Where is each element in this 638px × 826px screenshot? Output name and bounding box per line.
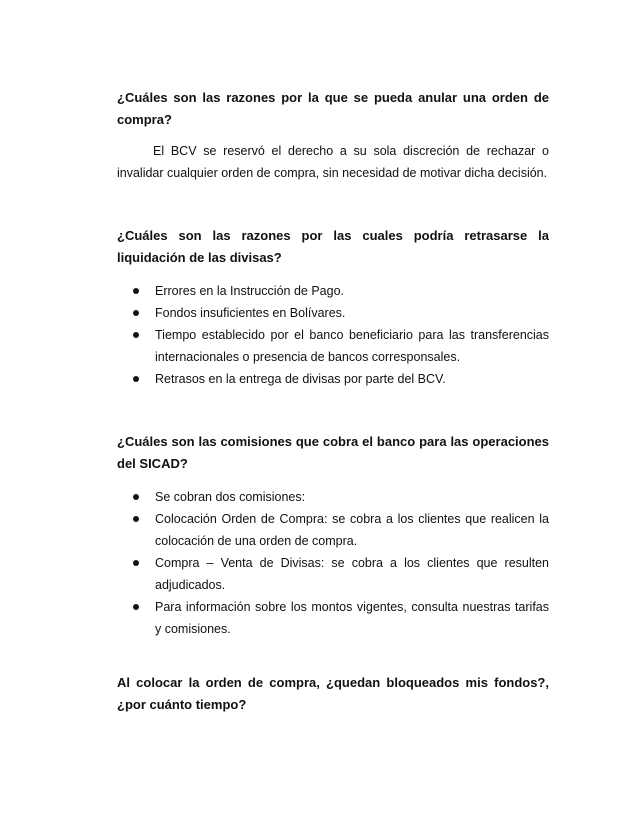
bullet-icon (133, 376, 139, 382)
list-item (117, 552, 549, 596)
list-item (117, 486, 549, 508)
list-item-text: Para información sobre los montos vigentes, consulta nuestras tarifas y comisiones. (155, 600, 549, 636)
list-item (117, 508, 549, 552)
list-item (117, 368, 549, 390)
list-item-text: Errores en la Instrucción de Pago. (155, 284, 344, 298)
bullet-icon (133, 516, 139, 522)
section-2-bullet-list (117, 280, 549, 390)
section-2-heading: ¿Cuáles son las razones por las cuales podría retrasarse la liquidación de las divisas? (117, 228, 549, 265)
list-item (117, 280, 549, 302)
list-item-text: Fondos insuficientes en Bolívares. (155, 306, 346, 320)
list-item-text: Colocación Orden de Compra: se cobra a los clientes que realicen la colocación de una orden de compra. (155, 512, 549, 548)
list-item-text: Compra – Venta de Divisas: se cobra a los clientes que resulten adjudicados. (155, 556, 549, 592)
list-item (117, 302, 549, 324)
bullet-icon (133, 288, 139, 294)
bullet-icon (133, 332, 139, 338)
section-3-heading: ¿Cuáles son las comisiones que cobra el banco para las operaciones del SICAD? (117, 434, 549, 471)
bullet-icon (133, 494, 139, 500)
bullet-icon (133, 560, 139, 566)
section-1-heading: ¿Cuáles son las razones por la que se pueda anular una orden de compra? (117, 90, 549, 127)
section-1-paragraph: El BCV se reservó el derecho a su sola discreción de rechazar o invalidar cualquier orden de compra, sin necesidad de motivar dicha decisión. (117, 144, 549, 180)
section-4-heading: Al colocar la orden de compra, ¿quedan bloqueados mis fondos?, ¿por cuánto tiempo? (117, 675, 549, 712)
bullet-icon (133, 310, 139, 316)
list-item (117, 596, 549, 640)
list-item-text: Se cobran dos comisiones: (155, 490, 306, 504)
list-item (117, 324, 549, 368)
list-item-text: Retrasos en la entrega de divisas por parte del BCV. (155, 372, 446, 386)
list-item-text: Tiempo establecido por el banco beneficiario para las transferencias internacionales o presencia de bancos corresponsales. (155, 328, 549, 364)
bullet-icon (133, 604, 139, 610)
section-3-bullet-list (117, 486, 549, 640)
